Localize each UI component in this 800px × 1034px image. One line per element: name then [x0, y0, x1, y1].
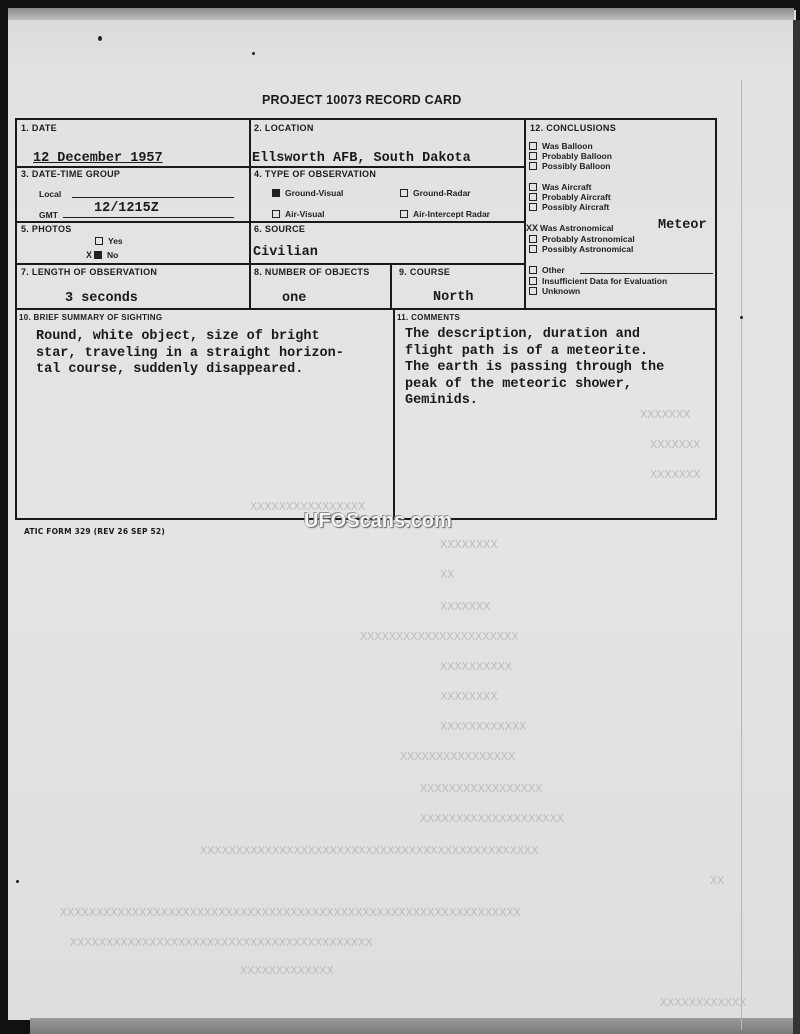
scan-right-edge — [793, 20, 800, 1034]
conclusion-insufficient-data: Insufficient Data for Evaluation — [529, 276, 667, 286]
date-time-group-label: 3. DATE-TIME GROUP — [21, 169, 121, 179]
grid-line — [249, 120, 251, 309]
location-label: 2. LOCATION — [254, 123, 314, 133]
photos-option-yes: Yes — [95, 236, 123, 246]
checkbox-checked — [94, 251, 102, 259]
checkbox — [529, 245, 537, 253]
checkbox — [529, 193, 537, 201]
brief-summary-text: Round, white object, size of bright star, traveling in a straight horizon- tal course, suddenly disappeared. — [36, 329, 344, 377]
type-of-observation-label: 4. TYPE OF OBSERVATION — [254, 169, 377, 179]
photos-label: 5. PHOTOS — [21, 224, 72, 234]
gmt-value: 12/1215Z — [94, 201, 159, 216]
conclusions-label: 12. CONCLUSIONS — [530, 123, 617, 133]
option-ground-visual: Ground-Visual — [272, 188, 343, 198]
course-value: North — [433, 290, 474, 305]
length-of-observation-label: 7. LENGTH OF OBSERVATION — [21, 267, 158, 277]
checkbox — [95, 237, 103, 245]
scan-speck — [252, 52, 255, 55]
local-label: Local — [39, 189, 62, 199]
location-value: Ellsworth AFB, South Dakota — [252, 151, 471, 166]
grid-line — [17, 221, 525, 223]
source-label: 6. SOURCE — [254, 224, 306, 234]
conclusion-note: Meteor — [658, 218, 707, 233]
date-label: 1. DATE — [21, 123, 57, 133]
checkbox — [529, 235, 537, 243]
grid-line — [17, 263, 525, 265]
photos-option-no: X No — [86, 250, 119, 260]
scan-speck — [740, 316, 743, 319]
checkbox — [529, 183, 537, 191]
gmt-label: GMT — [39, 210, 58, 220]
conclusion-unknown: Unknown — [529, 286, 580, 296]
gmt-field-line — [63, 217, 234, 218]
comments-label: 11. COMMENTS — [397, 313, 461, 322]
conclusion-possibly-balloon: Possibly Balloon — [529, 161, 611, 171]
scan-speck — [16, 880, 19, 883]
grid-line — [393, 309, 395, 518]
card-title: PROJECT 10073 RECORD CARD — [262, 93, 462, 107]
checkbox-checked — [272, 189, 280, 197]
conclusion-was-balloon: Was Balloon — [529, 141, 593, 151]
scan-bottom-edge — [30, 1018, 800, 1034]
local-field-line — [72, 197, 234, 198]
length-of-observation-value: 3 seconds — [65, 291, 138, 306]
grid-line — [17, 308, 716, 310]
number-of-objects-label: 8. NUMBER OF OBJECTS — [254, 267, 370, 277]
grid-line — [524, 120, 526, 309]
checkbox — [529, 287, 537, 295]
comments-text: The description, duration and flight path is of a meteorite. The earth is passing through the peak of the meteoric shower, Geminids. — [405, 327, 665, 408]
option-air-intercept-radar: Air-Intercept Radar — [400, 209, 490, 219]
source-value: Civilian — [253, 245, 318, 260]
checkbox — [529, 162, 537, 170]
conclusion-other: Other — [529, 265, 565, 275]
scan-top-edge — [8, 8, 794, 20]
conclusion-possibly-astronomical: Possibly Astronomical — [529, 244, 633, 254]
checkbox — [529, 203, 537, 211]
paper-fold-line — [741, 80, 742, 1030]
scan-speck — [98, 36, 102, 41]
course-label: 9. COURSE — [399, 267, 451, 277]
checkbox — [400, 210, 408, 218]
number-of-objects-value: one — [282, 291, 307, 306]
checkbox — [529, 266, 537, 274]
grid-line — [17, 166, 525, 168]
checkbox — [529, 277, 537, 285]
conclusion-probably-astronomical: Probably Astronomical — [529, 234, 635, 244]
form-footer: ATIC FORM 329 (REV 26 SEP 52) — [24, 527, 165, 536]
checkbox — [529, 142, 537, 150]
brief-summary-label: 10. BRIEF SUMMARY OF SIGHTING — [19, 313, 163, 322]
conclusion-possibly-aircraft: Possibly Aircraft — [529, 202, 609, 212]
date-value: 12 December 1957 — [33, 151, 163, 166]
grid-line — [390, 263, 392, 309]
conclusion-probably-balloon: Probably Balloon — [529, 151, 612, 161]
option-air-visual: Air-Visual — [272, 209, 325, 219]
conclusion-probably-aircraft: Probably Aircraft — [529, 192, 611, 202]
watermark: UFOScans.com — [304, 510, 452, 532]
checkbox — [400, 189, 408, 197]
checkbox — [272, 210, 280, 218]
typed-check-mark: XX — [526, 223, 539, 233]
other-field-line — [580, 273, 713, 274]
conclusion-was-aircraft: Was Aircraft — [529, 182, 591, 192]
checkbox — [529, 152, 537, 160]
option-ground-radar: Ground-Radar — [400, 188, 471, 198]
conclusion-was-astronomical: XX Was Astronomical — [526, 223, 614, 233]
